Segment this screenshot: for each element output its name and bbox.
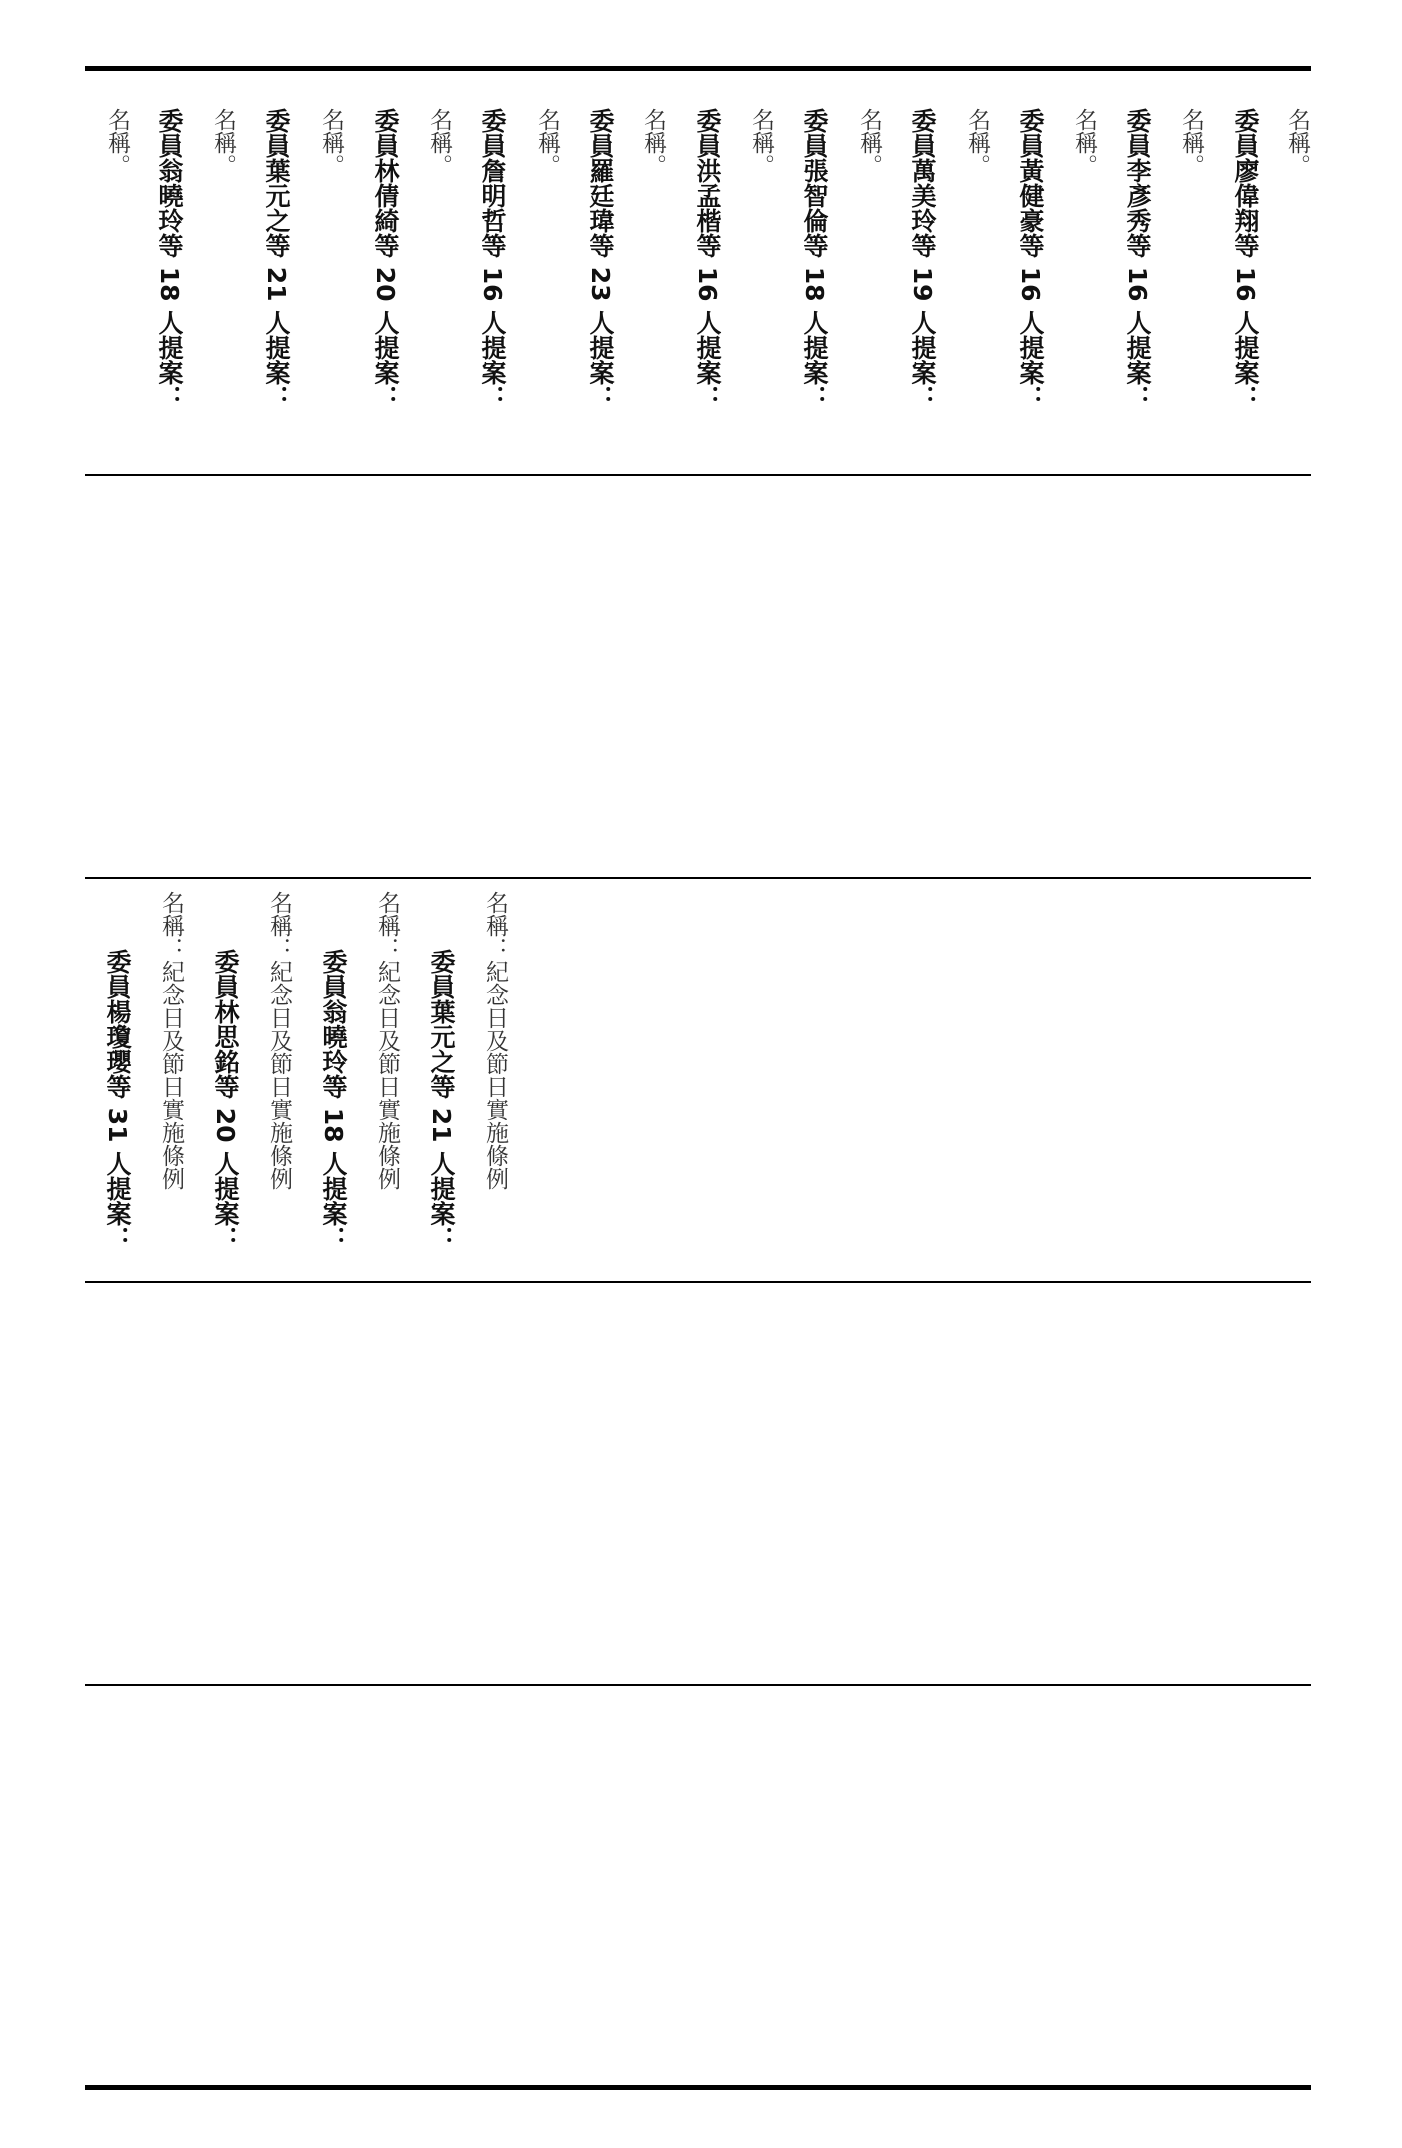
- proposer-line: 委員翁曉玲等 18 人提案：: [155, 108, 184, 411]
- proposer-line: 委員林思銘等 20 人提案：: [211, 949, 240, 1252]
- name-line: 名稱。: [748, 108, 774, 177]
- name-line: 名稱。: [1178, 108, 1204, 177]
- name-line: 名稱。: [318, 108, 344, 177]
- name-line: 名稱：紀念日及節日實施條例: [158, 891, 184, 1190]
- proposer-line: 委員楊瓊瓔等 31 人提案：: [103, 949, 132, 1252]
- proposer-line: 委員林倩綺等 20 人提案：: [371, 108, 400, 411]
- name-line: 名稱：紀念日及節日實施條例: [374, 891, 400, 1190]
- name-line: 名稱。: [210, 108, 236, 177]
- proposer-line: 委員葉元之等 21 人提案：: [427, 949, 456, 1252]
- bottom-rule: [85, 2085, 1311, 2090]
- name-line: 名稱。: [856, 108, 882, 177]
- name-line: 名稱。: [426, 108, 452, 177]
- proposer-line: 委員萬美玲等 19 人提案：: [908, 108, 937, 411]
- name-line: 名稱：紀念日及節日實施條例: [482, 891, 508, 1190]
- rule: [85, 1684, 1311, 1686]
- name-line: 名稱：紀念日及節日實施條例: [266, 891, 292, 1190]
- name-line: 名稱。: [1071, 108, 1097, 177]
- name-line: 名稱。: [640, 108, 666, 177]
- proposer-line: 委員廖偉翔等 16 人提案：: [1231, 108, 1260, 411]
- name-line: 名稱。: [964, 108, 990, 177]
- proposer-line: 委員葉元之等 21 人提案：: [262, 108, 291, 411]
- proposer-line: 委員張智倫等 18 人提案：: [800, 108, 829, 411]
- proposal-band-2: [85, 877, 1311, 1281]
- rule: [85, 1281, 1311, 1283]
- proposer-line: 委員羅廷瑋等 23 人提案：: [586, 108, 615, 411]
- proposal-band-1: [85, 66, 1311, 474]
- name-line: 名稱。: [104, 108, 130, 177]
- proposer-line: 委員洪孟楷等 16 人提案：: [693, 108, 722, 411]
- proposer-line: 委員翁曉玲等 18 人提案：: [319, 949, 348, 1252]
- name-line: 名稱。: [1284, 108, 1310, 177]
- rule: [85, 474, 1311, 476]
- proposer-line: 委員黃健豪等 16 人提案：: [1016, 108, 1045, 411]
- proposer-line: 委員李彥秀等 16 人提案：: [1123, 108, 1152, 411]
- name-line: 名稱。: [534, 108, 560, 177]
- proposer-line: 委員詹明哲等 16 人提案：: [478, 108, 507, 411]
